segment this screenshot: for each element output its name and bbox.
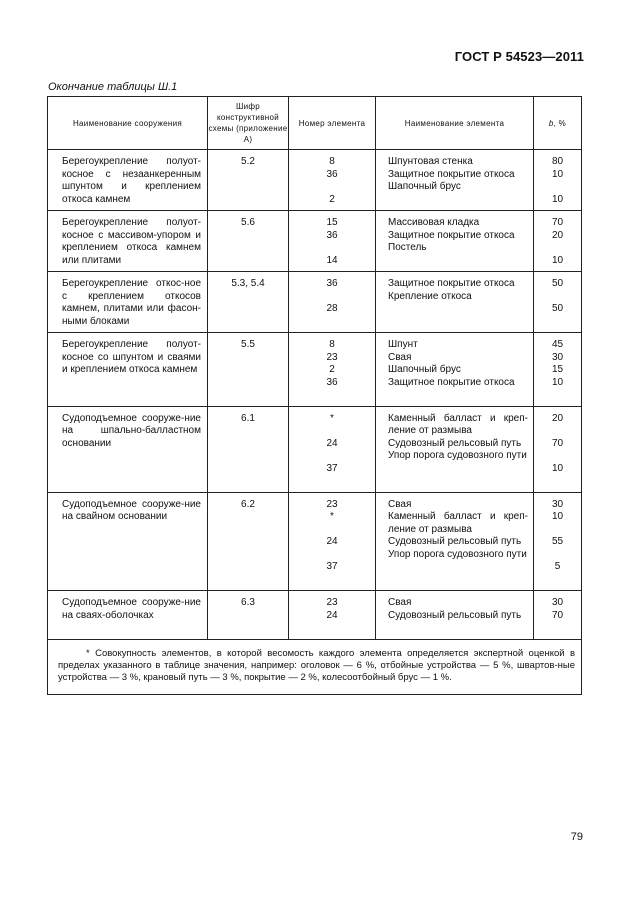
b-value: 10 bbox=[551, 511, 564, 522]
element-number: 24 bbox=[326, 536, 338, 547]
b-value: 10 bbox=[551, 193, 564, 205]
b-value-cell bbox=[534, 492, 582, 591]
header-elem: Наименование элемента bbox=[376, 97, 534, 150]
element-number: * bbox=[330, 511, 334, 522]
b-value-cell bbox=[534, 150, 582, 211]
b-value: 15 bbox=[551, 364, 564, 375]
scheme-code: 6.2 bbox=[241, 498, 255, 510]
element-number: 36 bbox=[326, 229, 338, 241]
scheme-code-cell bbox=[208, 591, 289, 640]
element-name: Шапочный брус bbox=[388, 181, 461, 192]
structure-name: Судоподъемное сооруже-ние на свайном основании bbox=[62, 498, 201, 522]
b-value-cell bbox=[534, 211, 582, 272]
element-name-cell bbox=[376, 492, 534, 591]
element-name: Судовозный рельсовый путь bbox=[388, 536, 522, 547]
table-note-row bbox=[48, 639, 582, 694]
element-number: 36 bbox=[326, 278, 338, 289]
element-name: Свая bbox=[388, 351, 412, 363]
element-number-cell bbox=[289, 272, 376, 333]
element-number: 2 bbox=[329, 193, 335, 205]
element-number-cell bbox=[289, 591, 376, 640]
element-name: Шапочный брус bbox=[388, 364, 461, 375]
b-value-cell bbox=[534, 591, 582, 640]
b-value: 10 bbox=[551, 462, 564, 474]
b-value: 10 bbox=[551, 376, 564, 388]
table-caption: Окончание таблицы Ш.1 bbox=[48, 81, 178, 93]
element-number-cell bbox=[289, 492, 376, 591]
scheme-code: 6.1 bbox=[241, 412, 255, 424]
document-id: ГОСТ Р 54523—2011 bbox=[454, 49, 584, 64]
element-name: Защитное покрытие откоса bbox=[388, 376, 515, 388]
table-row bbox=[48, 150, 582, 211]
table-header-row bbox=[48, 97, 582, 150]
header-code: Шифр конструктивной схемы (приложение А) bbox=[208, 97, 289, 150]
element-name: Защитное покрытие откоса bbox=[388, 229, 515, 241]
b-value: 50 bbox=[551, 303, 564, 314]
header-b: b, % bbox=[534, 97, 582, 150]
b-value: 20 bbox=[551, 412, 564, 424]
element-name-cell bbox=[376, 591, 534, 640]
b-value: 10 bbox=[551, 168, 564, 180]
b-value: 5 bbox=[554, 561, 561, 572]
element-name-cell bbox=[376, 406, 534, 492]
scheme-code-cell bbox=[208, 406, 289, 492]
scheme-code: 5.5 bbox=[241, 339, 255, 350]
element-name: Каменный балласт и креп-ление от размыва bbox=[388, 511, 528, 535]
element-number-cell bbox=[289, 211, 376, 272]
table-row bbox=[48, 333, 582, 407]
element-number: 37 bbox=[326, 462, 338, 474]
element-name: Постель bbox=[388, 242, 427, 253]
b-value-cell bbox=[534, 333, 582, 407]
scheme-code: 6.3 bbox=[241, 597, 255, 608]
b-value-cell bbox=[534, 272, 582, 333]
structure-name-cell bbox=[48, 406, 208, 492]
b-value: 30 bbox=[551, 498, 564, 510]
scheme-code-cell bbox=[208, 150, 289, 211]
b-value: 20 bbox=[551, 229, 564, 241]
b-value: 70 bbox=[551, 437, 564, 449]
scheme-code-cell bbox=[208, 211, 289, 272]
b-value: 45 bbox=[551, 339, 564, 350]
structure-name: Берегоукрепление полуот-косное с незаанкеренным шпунтом и креплением откоса камнем bbox=[62, 156, 201, 205]
header-num: Номер элемента bbox=[289, 97, 376, 150]
table-row bbox=[48, 492, 582, 591]
element-name: Свая bbox=[388, 597, 412, 608]
element-number: 28 bbox=[326, 303, 338, 314]
structure-name: Берегоукрепление полуот-косное со шпунтом и сваями и креплением откоса камнем bbox=[62, 339, 201, 375]
table-row bbox=[48, 406, 582, 492]
element-name-cell bbox=[376, 272, 534, 333]
table-note bbox=[48, 639, 582, 694]
element-number: 36 bbox=[326, 376, 338, 388]
element-name: Крепление откоса bbox=[388, 290, 472, 302]
element-number: 24 bbox=[326, 437, 338, 449]
b-value-cell bbox=[534, 406, 582, 492]
table-row bbox=[48, 211, 582, 272]
b-value: 55 bbox=[551, 536, 564, 547]
structure-name: Берегоукрепление полуот-косное с массивом-упором и креплением откоса камнем или плитами bbox=[62, 217, 201, 266]
structure-name-cell bbox=[48, 272, 208, 333]
element-number: 2 bbox=[329, 364, 335, 375]
element-name: Защитное покрытие откоса bbox=[388, 278, 515, 289]
element-number: 36 bbox=[326, 168, 338, 180]
scheme-code-cell bbox=[208, 272, 289, 333]
b-value: 10 bbox=[551, 254, 564, 266]
element-number: 23 bbox=[326, 597, 338, 608]
scheme-code: 5.3, 5.4 bbox=[231, 278, 265, 289]
table-row bbox=[48, 591, 582, 640]
element-number: * bbox=[330, 412, 334, 424]
structure-name: Судоподъемное сооруже-ние на шпально-балластном основании bbox=[62, 412, 201, 449]
structure-name-cell bbox=[48, 211, 208, 272]
element-name: Шпунт bbox=[388, 339, 418, 350]
b-value: 80 bbox=[551, 156, 564, 167]
element-number: 24 bbox=[326, 609, 338, 621]
table-row bbox=[48, 272, 582, 333]
element-number: 23 bbox=[326, 498, 338, 510]
element-name: Каменный балласт и креп-ление от размыва bbox=[388, 412, 528, 436]
structure-name-cell bbox=[48, 150, 208, 211]
b-value: 50 bbox=[551, 278, 564, 289]
element-name: Упор порога судовозного пути bbox=[388, 450, 527, 461]
b-value: 30 bbox=[551, 351, 564, 363]
scheme-code: 5.6 bbox=[241, 217, 255, 228]
b-value: 70 bbox=[551, 609, 564, 621]
header-name: Наименование сооружения bbox=[48, 97, 208, 150]
element-name-cell bbox=[376, 211, 534, 272]
element-number: 23 bbox=[326, 351, 338, 363]
note-text: * Совокупность элементов, в которой весомость каждого элемента определяется экспертной оценкой в пределах указанного в таблице значения, например: оголовок — 6 %, отбойные устройства — 5 %, швартов-ные устройства — 3 %, крановый путь — 3 %, покрытие — 2 %, колесоотбойный брус — 1 %. bbox=[58, 647, 575, 683]
b-value: 30 bbox=[551, 597, 564, 608]
element-number: 15 bbox=[326, 217, 338, 228]
element-number: 14 bbox=[326, 254, 338, 266]
element-number: 8 bbox=[329, 156, 335, 167]
element-name: Судовозный рельсовый путь bbox=[388, 609, 522, 621]
element-name: Массивовая кладка bbox=[388, 217, 480, 228]
structure-name-cell bbox=[48, 591, 208, 640]
element-number-cell bbox=[289, 333, 376, 407]
element-name-cell bbox=[376, 150, 534, 211]
element-number: 37 bbox=[326, 561, 338, 572]
scheme-code: 5.2 bbox=[241, 156, 255, 167]
element-name: Судовозный рельсовый путь bbox=[388, 437, 522, 449]
element-number: 8 bbox=[329, 339, 335, 350]
scheme-code-cell bbox=[208, 333, 289, 407]
element-number-cell bbox=[289, 406, 376, 492]
element-name: Свая bbox=[388, 498, 412, 510]
element-name: Шпунтовая стенка bbox=[388, 156, 473, 167]
structure-name: Судоподъемное сооруже-ние на сваях-оболочках bbox=[62, 597, 201, 621]
element-name: Защитное покрытие откоса bbox=[388, 168, 515, 180]
structure-name-cell bbox=[48, 492, 208, 591]
structure-name-cell bbox=[48, 333, 208, 407]
element-name-cell bbox=[376, 333, 534, 407]
b-value: 70 bbox=[551, 217, 564, 228]
structure-name: Берегоукрепление откос-ное с креплением откосов камнем, плитами или фасон-ными блоками bbox=[62, 278, 201, 327]
weights-table bbox=[47, 96, 582, 695]
element-name: Упор порога судовозного пути bbox=[388, 548, 527, 560]
page-number: 79 bbox=[570, 831, 583, 843]
scheme-code-cell bbox=[208, 492, 289, 591]
element-number-cell bbox=[289, 150, 376, 211]
